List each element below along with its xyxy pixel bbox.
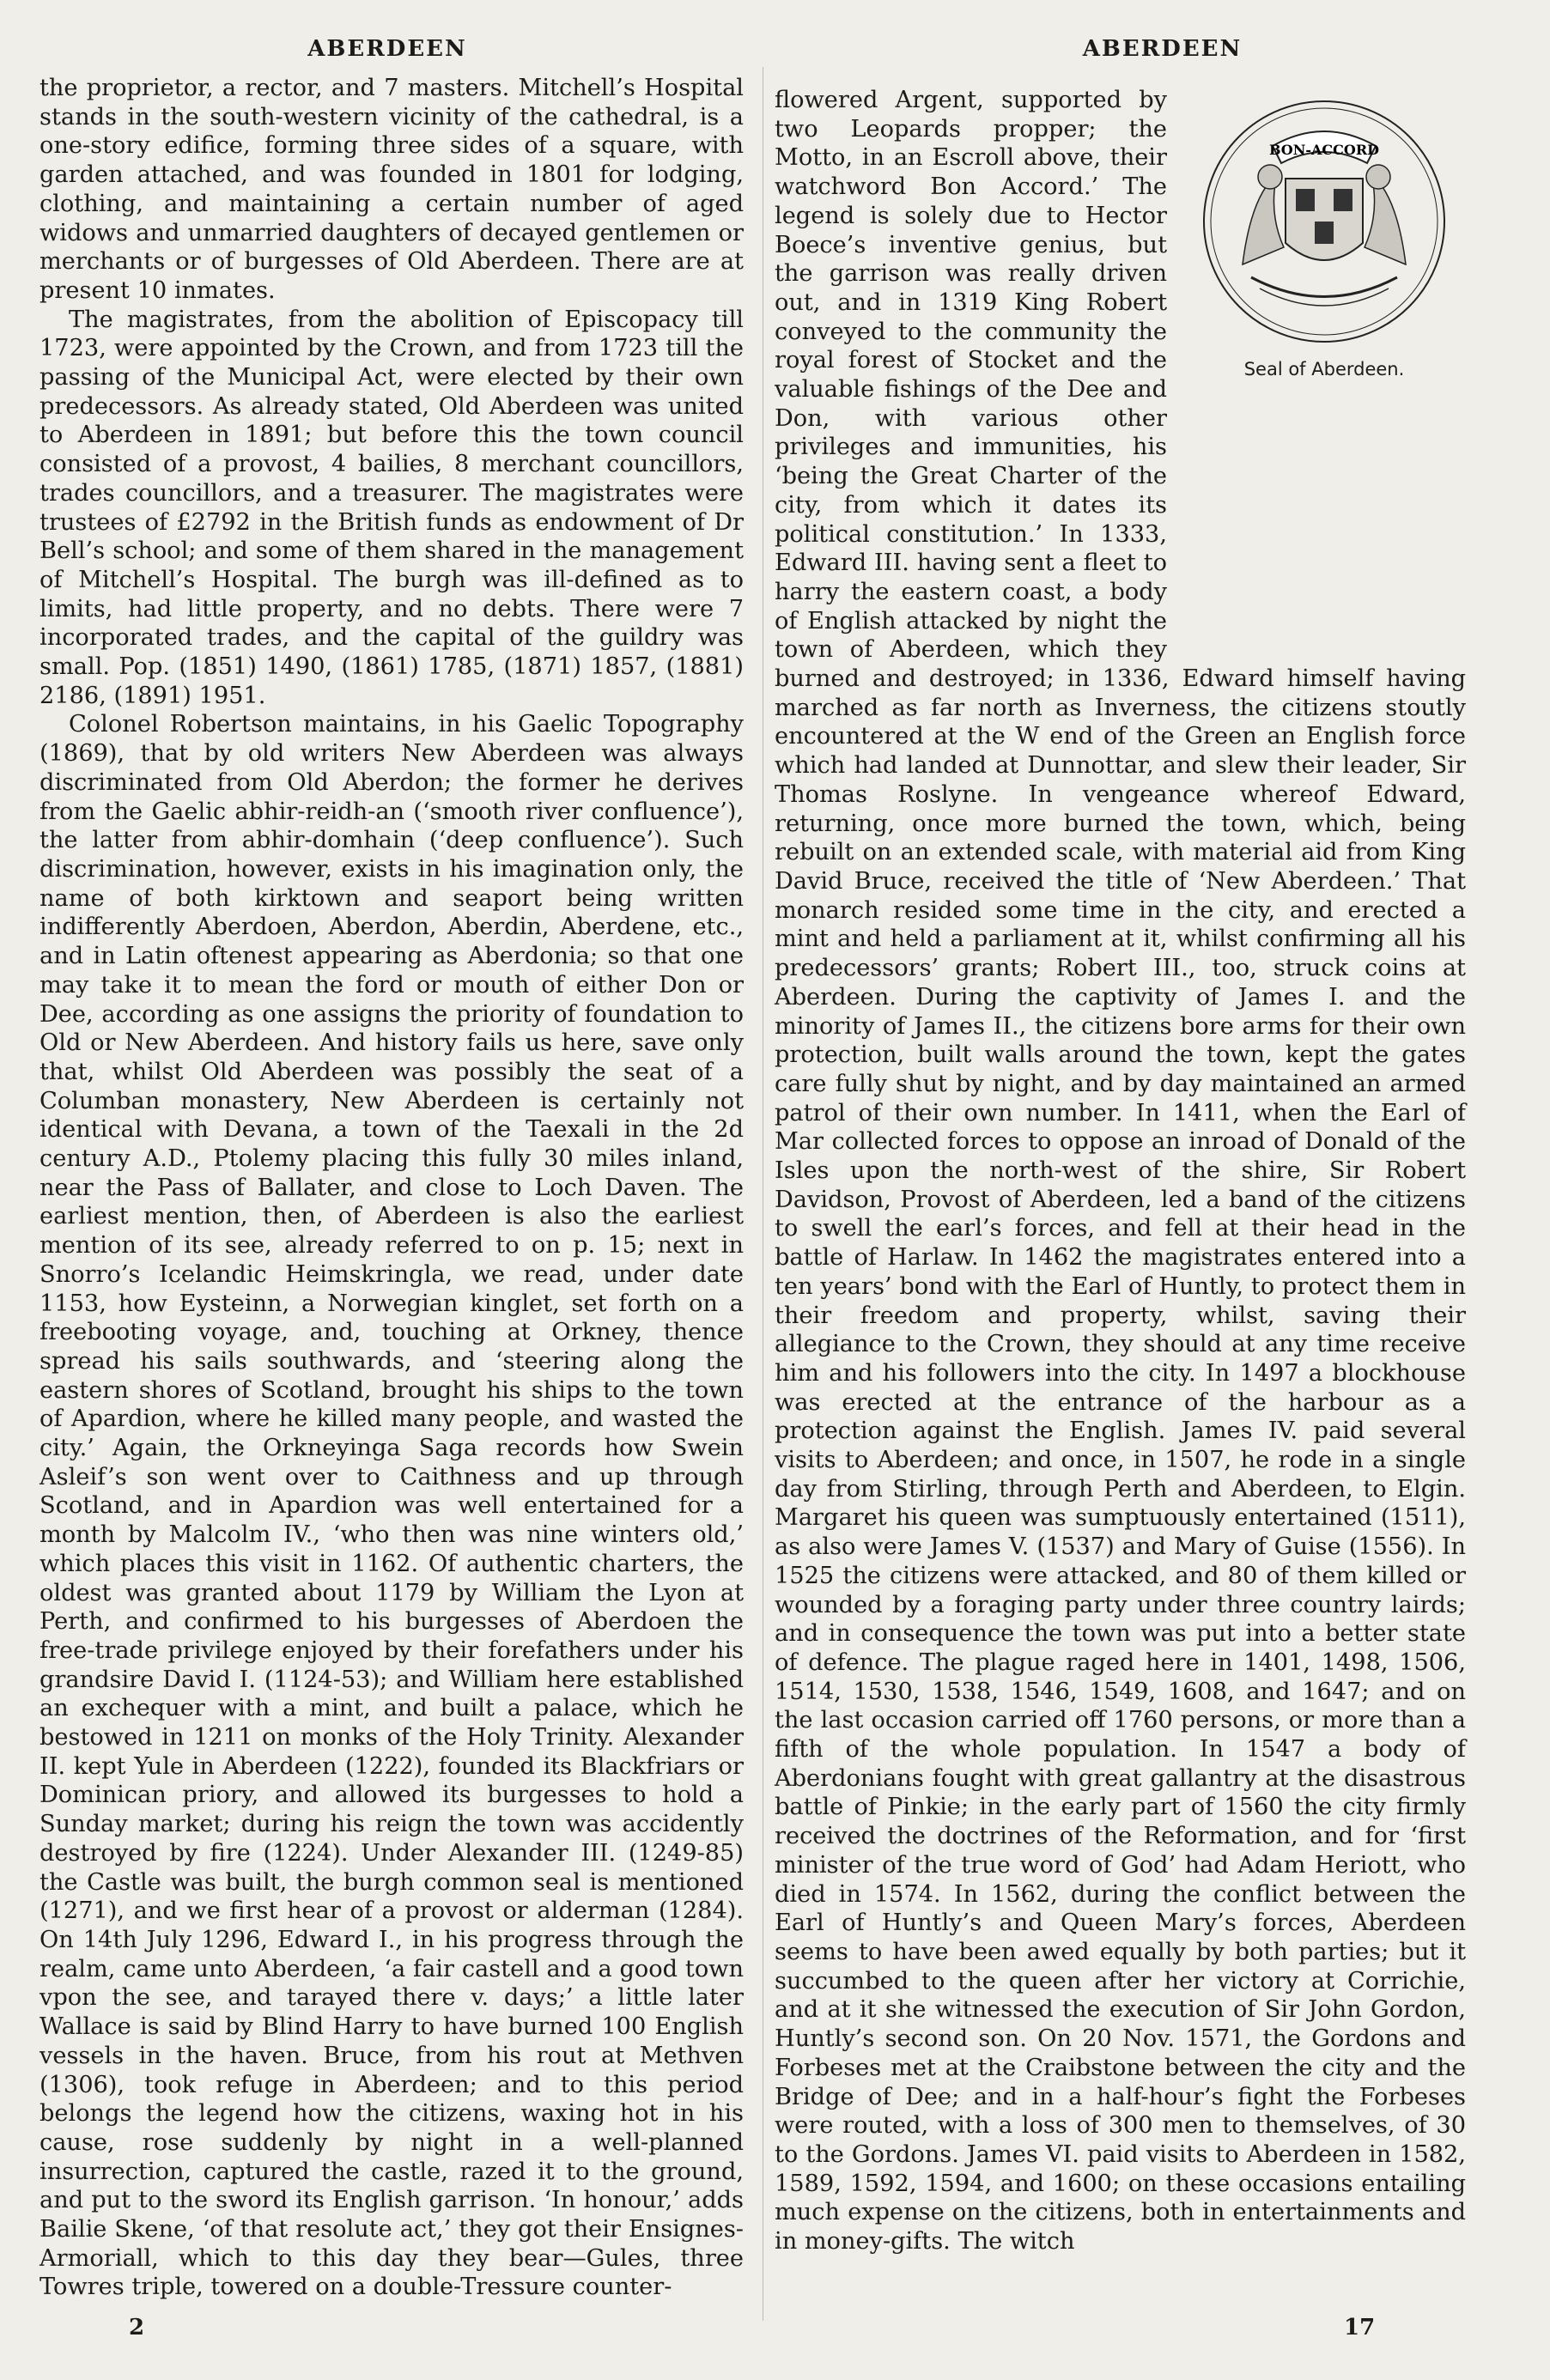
paragraph: the proprietor, a rector, and 7 masters. Mitchell’s Hospital stands in the south-western vicinity of the cathedral, is a one-story edifice, forming three sides of a square, with garden attached, and was founded in 1801 for lodging, clothing, and maintaining a certain number of aged widows and unmarried daughters of decayed gentlemen or merchants or of burgesses of Old Aberdeen. There are at present 10 inmates. [40,75,744,304]
seal-of-aberdeen-icon [1191,93,1457,350]
figure-caption: Seal of Aberdeen. [1243,359,1405,379]
seal-figure [1182,93,1466,651]
page-number-right: 17 [1344,2315,1376,2341]
seal-motto: BON-ACCORD [1268,142,1380,158]
running-head-right: ABERDEEN [1082,36,1243,62]
right-body-text [775,86,1466,2256]
page-number-left: 2 [129,2315,145,2341]
paragraph: flowered Argent, supported by two Leopards propper; the Motto, in an Escroll above, their watchword Bon Accord.’ The legend is solely due to Hector Boece’s inventive genius, but the garrison was really driven out, and in 1319 King Robert conveyed to the community the royal forest of Stocket and the valuable fishings of the Dee and Don, with various other privileges and immunities, his ‘being the Great Charter of the city, from which it dates its political constitution.’ In 1333, Edward III. having sent a fleet to harry the eastern coast, a body of English attacked by night the town of Aberdeen, which they burned and destroyed; in 1336, Edward himself having marched as far north as Inverness, the citizens stoutly encountered at the W end of the Green an English force which had landed at Dunnottar, and slew their leader, Sir Thomas Roslyne. In vengeance whereof Edward, returning, once more burned the town, which, being rebuilt on an extended scale, with material aid from King David Bruce, received the title of ‘New Aberdeen.’ That monarch resided some time in the city, and erected a mint and held a parliament at it, whilst confirming all his predecessors’ grants; Robert III., too, struck coins at Aberdeen. During the captivity of James I. and the minority of James II., the citizens bore arms for their own protection, built walls around the town, kept the gates care fully shut by night, and by day maintained an armed patrol of their own number. In 1411, when the Earl of Mar collected forces to oppose an inroad of Donald of the Isles upon the north-west of the shire, Sir Robert Davidson, Provost of Aberdeen, led a band of the citizens to swell the earl’s forces, and fell at their head in the battle of Harlaw. In 1462 the magistrates entered into a ten years’ bond with the Earl of Huntly, to protect them in their freedom and property, whilst, saving their allegiance to the Crown, they should at any time receive him and his followers into the city. In 1497 a blockhouse was erected at the entrance of the harbour as a protection against the English. James IV. paid several visits to Aberdeen; and once, in 1507, he rode in a single day from Stirling, through Perth and Aberdeen, to Elgin. Margaret his queen was sumptuously entertained (1511), as also were James V. (1537) and Mary of Guise (1556). In 1525 the citizens were attacked, and 80 of them killed or wounded by a foraging party under three country lairds; and in consequence the town was put into a better state of defence. The plague raged here in 1401, 1498, 1506, 1514, 1530, 1538, 1546, 1549, 1608, and 1647; and on the last occasion carried off 1760 persons, or more than a fifth of the whole population. In 1547 a body of Aberdonians fought with great gallantry at the disastrous battle of Pinkie; in the early part of 1560 the city firmly received the doctrines of the Reformation, and for ‘first minister of the true word of God’ had Adam Heriott, who died in 1574. In 1562, during the conflict between the Earl of Huntly’s and Queen Mary’s forces, Aberdeen seems to have been awed equally by both parties; but it succumbed to the queen after her victory at Corrichie, and at it she witnessed the execution of Sir John Gordon, Huntly’s second son. On 20 Nov. 1571, the Gordons and Forbeses met at the Craibstone between the city and the Bridge of Dee; and in a half-hour’s fight the Forbeses were routed, with a loss of 300 men to themselves, of 30 to the Gordons. James VI. paid visits to Aberdeen in 1582, 1589, 1592, 1594, and 1600; on these occasions entailing much expense on the citizens, both in entertainments and in money-gifts. The witch [775,87,1466,2256]
paragraph: The magistrates, from the abolition of Episcopacy till 1723, were appointed by the Crown, and from 1723 till the passing of the Municipal Act, were elected by their own predecessors. As already stated, Old Aberdeen was united to Aberdeen in 1891; but before this the town council consisted of a provost, 4 bailies, 8 merchant councillors, trades councillors, and a treasurer. The magistrates were trustees of £2792 in the British funds as endowment of Dr Bell’s school; and some of them shared in the management of Mitchell’s Hospital. The burgh was ill-defined as to limits, had little property, and no debts. There were 7 incorporated trades, and the capital of the guildry was small. Pop. (1851) 1490, (1861) 1785, (1871) 1857, (1881) 2186, (1891) 1951. [40,306,744,709]
running-head-left: ABERDEEN [307,36,467,62]
paragraph: Colonel Robertson maintains, in his Gaelic Topography (1869), that by old writers New Aberdeen was always discriminated from Old Aberdon; the former he derives from the Gaelic abhir-reidh-an (‘smooth river confluence’), the latter from abhir-domhain (‘deep confluence’). Such discrimination, however, exists in his imagination only, the name of both kirktown and seaport being written indifferently Aberdoen, Aberdon, Aberdin, Aberdene, etc., and in Latin oftenest appearing as Aberdonia; so that one may take it to mean the ford or mouth of either Don or Dee, according as one assigns the priority of foundation to Old or New Aberdeen. And history fails us here, save only that, whilst Old Aberdeen was possibly the seat of a Columban monastery, New Aberdeen is certainly not identical with Devana, a town of the Taexali in the 2d century A.D., Ptolemy placing this fully 30 miles inland, near the Pass of Ballater, and close to Loch Daven. The earliest mention, then, of Aberdeen is also the earliest mention of its see, already referred to on p. 15; next in Snorro’s Icelandic Heimskringla, we read, under date 1153, how Eysteinn, a Norwegian kinglet, set forth on a freebooting voyage, and, touching at Orkney, thence spread his sails southwards, and ‘steering along the eastern shores of Scotland, brought his ships to the town of Apardion, where he killed many people, and wasted the city.’ Again, the Orkneyinga Saga records how Swein Asleif’s son went over to Caithness and up through Scotland, and in Apardion was well entertained for a month by Malcolm IV., ‘who then was nine winters old,’ which places this visit in 1162. Of authentic charters, the oldest was granted about 1179 by William the Lyon at Perth, and confirmed to his burgesses of Aberdoen the free-trade privilege enjoyed by their forefathers under his grandsire David I. (1124-53); and William here established an exchequer with a mint, and built a palace, which he bestowed in 1211 on monks of the Holy Trinity. Alexander II. kept Yule in Aberdeen (1222), founded its Blackfriars or Dominican priory, and allowed its burgesses to hold a Sunday market; during his reign the town was accidently destroyed by fire (1224). Under Alexander III. (1249-85) the Castle was built, the burgh common seal is mentioned (1271), and we first hear of a provost or alderman (1284). On 14th July 1296, Edward I., in his progress through the realm, came unto Aberdeen, ‘a fair castell and a good town vpon the see, and tarayed there v. days;’ a little later Wallace is said by Blind Harry to have burned 100 English vessels in the haven. Bruce, from his rout at Methven (1306), took refuge in Aberdeen; and to this period belongs the legend how the citizens, waxing hot in his cause, rose suddenly by night in a well-planned insurrection, captured the castle, razed it to the ground, and put to the sword its English garrison. ‘In honour,’ adds Bailie Skene, ‘of that resolute act,’ they got their Ensignes-Armoriall, which to this day they bear—Gules, three Towres triple, towered on a double-Tressure counter- [40,711,744,2301]
